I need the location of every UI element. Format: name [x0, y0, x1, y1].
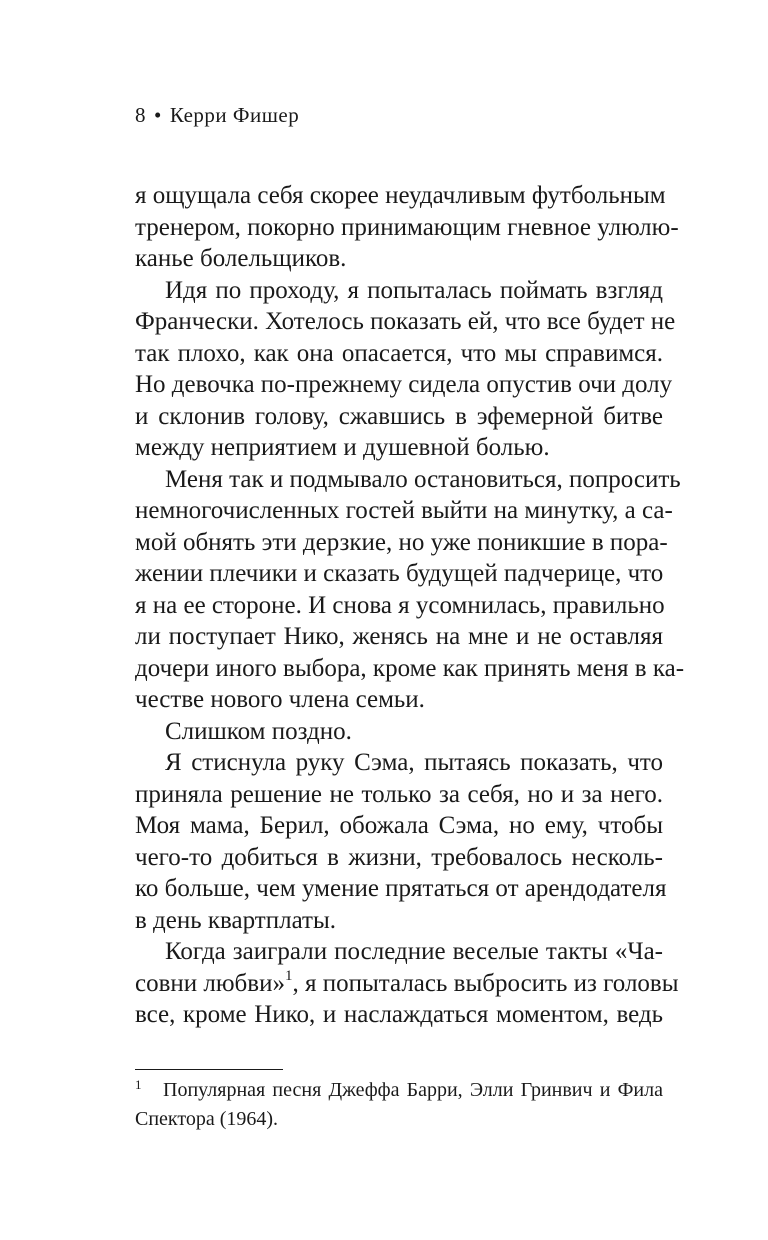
text-line: чего-то добиться в жизни, требовалось несколь- [135, 843, 663, 871]
footnote-line: Спектора (1964). [135, 1108, 279, 1130]
text-line: ли поступает Нико, женясь на мне и не оставляя [135, 623, 663, 650]
text-line: все, кроме Нико, и наслаждаться моментом, ведь [135, 1001, 663, 1028]
text-line: в день квартплаты. [135, 906, 336, 934]
text-line: Слишком поздно. [165, 717, 352, 745]
text-line: ко больше, чем умение прятаться от арендодателя [135, 875, 667, 902]
running-head [135, 103, 299, 128]
text-line: Я стиснула руку Сэма, пытаясь показать, что [165, 749, 663, 776]
header-separator: • [154, 103, 162, 127]
text-line: тренером, покорно принимающим гневное улюлю- [135, 213, 679, 241]
author-name: Керри Фишер [169, 103, 300, 127]
text-line-with-footnote [135, 967, 679, 1000]
text-line: мой обнять эти дерзкие, но уже поникшие в пора- [135, 528, 668, 556]
text-fragment: совни любви» [135, 969, 285, 997]
text-line: Идя по проходу, я попыталась поймать взгляд [165, 276, 663, 304]
body-text [135, 180, 685, 1031]
text-line: канье болельщиков. [135, 245, 347, 272]
text-line: я на ее стороне. И снова я усомнилась, правильно [135, 591, 665, 619]
footnote-divider [135, 1069, 283, 1070]
text-line: честве нового члена семьи. [135, 686, 425, 713]
footnote-text: Популярная песня Джеффа Барри, Элли Гринвич и Фила [163, 1079, 663, 1101]
footnote [135, 1076, 663, 1134]
text-line: дочери иного выбора, кроме как принять меня в ка- [135, 654, 685, 682]
text-line: Франчески. Хотелось показать ей, что все будет не [135, 308, 676, 335]
text-line: я ощущала себя скорее неудачливым футбольным [135, 182, 666, 209]
text-line: жении плечики и сказать будущей падчерице, что [135, 560, 664, 587]
text-line: так плохо, как она опасается, что мы справимся. [135, 339, 663, 367]
text-fragment: , я попыталась выбросить из головы [292, 969, 679, 997]
text-line: Но девочка по-прежнему сидела опустив очи долу [135, 371, 673, 398]
text-line: между неприятием и душевной болью. [135, 434, 550, 461]
footnote-reference[interactable]: 1 [284, 967, 293, 984]
text-line: Когда заиграли последние веселые такты «Ча- [165, 938, 663, 965]
text-line: Моя мама, Берил, обожала Сэма, но ему, чтобы [135, 812, 663, 839]
page-number: 8 [135, 103, 146, 127]
text-line: Меня так и подмывало остановиться, попросить [165, 465, 681, 493]
text-line: приняла решение не только за себя, но и за него. [135, 780, 663, 808]
text-line: и склонив голову, сжавшись в эфемерной битве [135, 402, 663, 430]
text-line: немногочисленных гостей выйти на минутку, а са- [135, 497, 673, 524]
footnote-line: 1 Популярная песня Джеффа Барри, Элли Гринвич и Фила [135, 1077, 663, 1101]
